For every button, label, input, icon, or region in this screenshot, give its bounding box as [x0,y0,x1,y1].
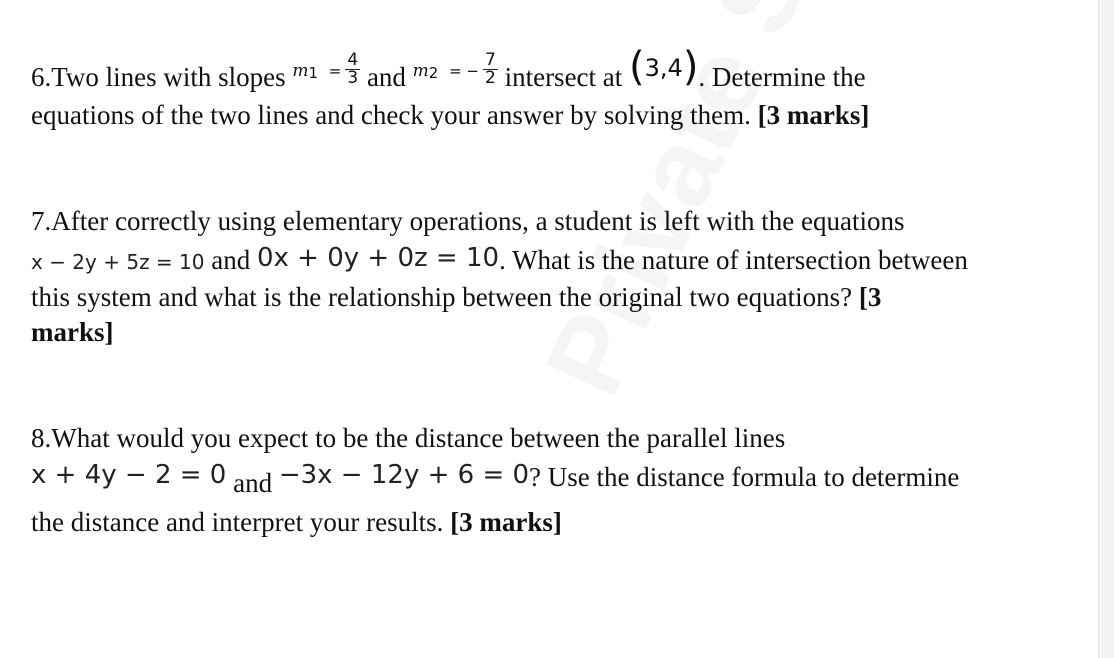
q8-marks: [3 marks] [450,507,562,537]
q7-marks-part1: [3 [858,282,882,312]
q7-line-3 [31,284,881,311]
q7-line-1-text: 7.After correctly using elementary operations, a student is left with the equations [31,206,905,236]
q7-equation-1: x − 2y + 5z = 10 [31,250,205,274]
right-paren: ) [682,44,699,90]
q6-line-2-text: equations of the two lines and check your answer by solving them. [31,100,751,130]
intersection-point: 3,4 [644,54,683,82]
q8-equation-1: x + 4y − 2 = 0 [31,460,227,490]
q6-and: and [366,62,406,92]
m1-fraction [345,52,360,87]
m2-denominator: 2 [485,68,496,89]
m2-fraction [483,52,498,87]
q8-tail: ? Use the distance formula to determine [529,462,960,492]
left-paren: ( [629,44,645,90]
m2-subscript: 2 [428,64,439,82]
q6-intersect: intersect at [504,62,623,92]
q6-prefix: 6.Two lines with slopes [31,62,286,92]
q8-line-3-text: the distance and interpret your results. [31,507,444,537]
q6-line-1 [31,44,866,97]
q6-tail: . Determine the [698,62,866,92]
m1-equals: = [328,62,342,80]
q7-line-4 [31,319,114,346]
q8-line-1 [31,425,785,452]
q7-tail: . What is the nature of intersection between [499,245,968,275]
m2-variable: m [412,61,429,81]
m2-numerator: 7 [485,50,496,71]
q8-line-2 [31,460,960,498]
m1-denominator: 3 [347,68,359,89]
m1-numerator: 4 [347,50,359,71]
q7-line-2 [31,243,968,275]
q7-equation-2: 0x + 0y + 0z = 10 [256,243,500,273]
scrollbar-track[interactable] [1099,0,1114,658]
q8-and: and [233,468,273,498]
q8-equation-2: −3x − 12y + 6 = 0 [278,460,530,490]
m1-variable: m [292,61,309,81]
q7-marks-part2: marks] [31,317,114,347]
q7-and: and [211,245,251,275]
q6-marks: [3 marks] [757,100,870,130]
q6-line-2 [31,102,869,129]
q8-line-3 [31,509,562,536]
q8-line-1-text: 8.What would you expect to be the distance between the parallel lines [31,423,786,453]
q7-line-1 [31,208,905,235]
q7-line-3-text: this system and what is the relationship between the original two equations? [31,282,853,312]
m1-subscript: 1 [308,64,319,82]
m2-equals: = − [449,62,479,80]
